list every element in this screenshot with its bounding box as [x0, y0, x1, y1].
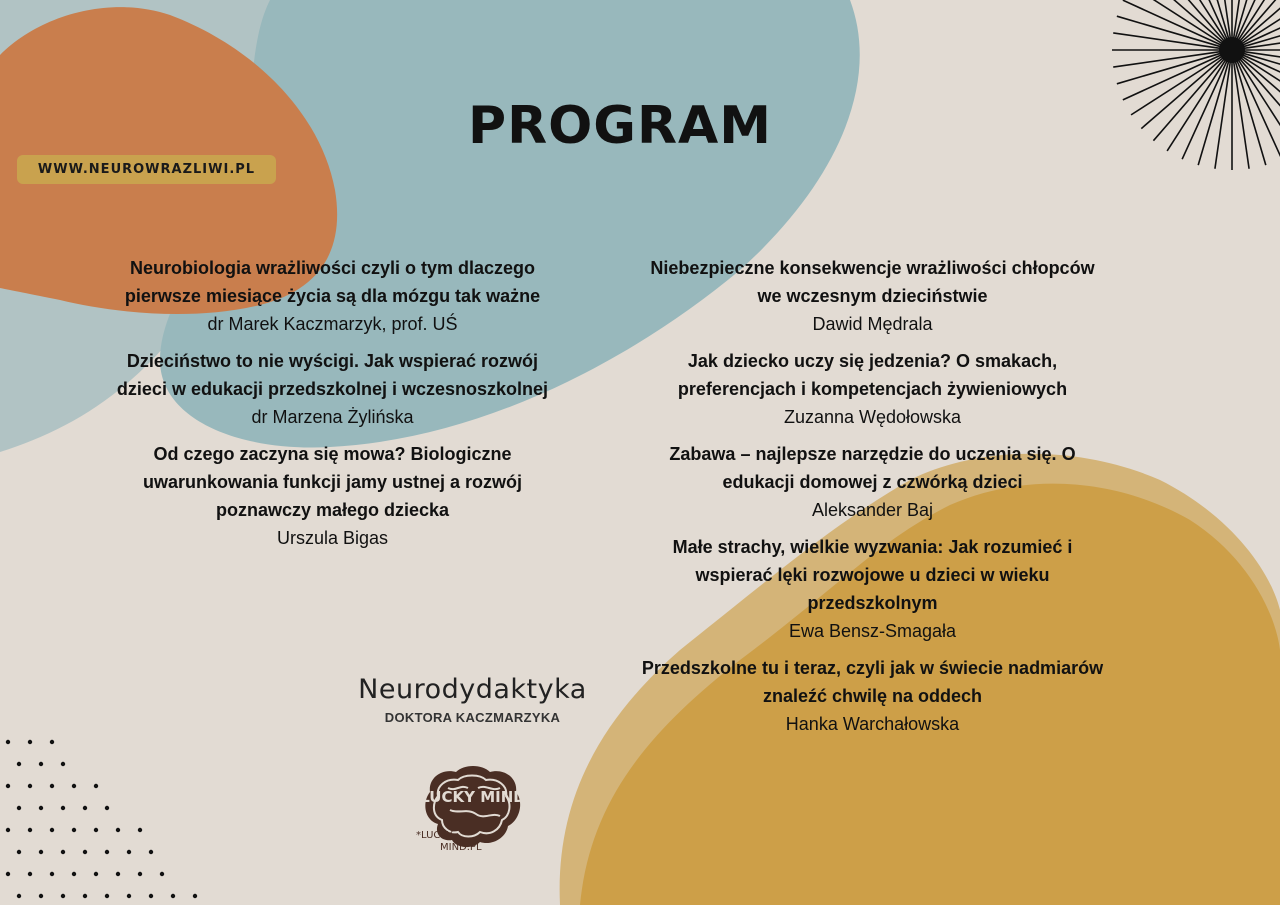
dot — [6, 828, 10, 832]
session-speaker: Urszula Bigas — [276, 528, 389, 548]
dot — [39, 894, 43, 898]
session-item — [640, 533, 1105, 645]
dot — [28, 740, 32, 744]
dot — [17, 850, 21, 854]
dot — [39, 762, 43, 766]
session-title: Od czego zaczyna się mowa? Biologiczne uwarunkowania funkcji jamy ustnej a rozwój poznawczy małego dziecka — [142, 444, 523, 520]
dot — [17, 894, 21, 898]
dot — [61, 850, 65, 854]
sunburst-ray — [1198, 56, 1230, 165]
dot — [61, 762, 65, 766]
session-title: Niebezpieczne konsekwencje wrażliwości chłopców we wczesnym dzieciństwie — [650, 258, 1095, 306]
session-title: Neurobiologia wrażliwości czyli o tym dlaczego pierwsze miesiące życia są dla mózgu tak ważne — [124, 258, 541, 306]
session-item — [640, 254, 1105, 338]
dot — [72, 872, 76, 876]
sunburst-center — [1219, 37, 1245, 63]
program-column-right — [640, 254, 1105, 747]
dot — [160, 872, 164, 876]
session-item — [640, 440, 1105, 524]
dot — [6, 872, 10, 876]
dot-pattern-icon — [0, 730, 230, 905]
logo-word: LUCKY MIND — [420, 788, 526, 806]
session-speaker: dr Marek Kaczmarzyk, prof. UŚ — [207, 314, 458, 334]
dot — [28, 784, 32, 788]
sunburst-ray — [1123, 0, 1227, 47]
dot — [17, 806, 21, 810]
dot — [28, 828, 32, 832]
dot — [105, 850, 109, 854]
sunburst-icon — [1110, 0, 1280, 185]
logo-caption-line-1: *LUCKY — [416, 830, 453, 841]
sunburst-ray — [1117, 16, 1226, 48]
page-title: PROGRAM — [467, 96, 773, 156]
program-column-left — [100, 254, 565, 561]
dot — [28, 872, 32, 876]
dot — [6, 740, 10, 744]
dot — [61, 806, 65, 810]
dot — [39, 806, 43, 810]
dot — [116, 872, 120, 876]
dot — [127, 894, 131, 898]
brand-name: Neurodydaktyka — [358, 674, 587, 705]
session-title: Zabawa – najlepsze narzędzie do uczenia się. O edukacji domowej z czwórką dzieci — [669, 444, 1076, 492]
lucky-mind-logo — [416, 762, 526, 872]
session-speaker: Zuzanna Wędołowska — [783, 407, 962, 427]
dot — [149, 850, 153, 854]
session-title: Jak dziecko uczy się jedzenia? O smakach, preferencjach i kompetencjach żywieniowych — [677, 351, 1068, 399]
session-item — [100, 440, 565, 552]
session-title: Małe strachy, wielkie wyzwania: Jak rozumieć i wspierać lęki rozwojowe u dzieci w wieku przedszkolnym — [672, 537, 1073, 613]
dot — [105, 806, 109, 810]
dot — [171, 894, 175, 898]
dot — [105, 894, 109, 898]
session-item — [100, 347, 565, 431]
dot — [193, 894, 197, 898]
dot — [94, 784, 98, 788]
neurodydaktyka-logo — [330, 672, 615, 728]
dot — [50, 828, 54, 832]
logo-caption — [416, 830, 486, 854]
session-item — [640, 347, 1105, 431]
session-speaker: Dawid Mędrala — [812, 314, 933, 334]
dot — [116, 828, 120, 832]
dot — [94, 828, 98, 832]
session-speaker: Hanka Warchałowska — [785, 714, 960, 734]
session-item — [100, 254, 565, 338]
session-title: Dzieciństwo to nie wyścigi. Jak wspierać rozwój dzieci w edukacji przedszkolnej i wczesnoszkolnej — [116, 351, 549, 399]
dot — [138, 828, 142, 832]
session-title: Przedszkolne tu i teraz, czyli jak w świecie nadmiarów znaleźć chwilę na oddech — [641, 658, 1104, 706]
brand-subtitle: DOKTORA KACZMARZYKA — [384, 710, 561, 725]
sunburst-ray — [1141, 54, 1227, 129]
dot — [50, 740, 54, 744]
dot — [83, 850, 87, 854]
dot — [61, 894, 65, 898]
sunburst-ray — [1123, 52, 1227, 99]
sunburst-ray — [1234, 56, 1266, 165]
dot — [50, 872, 54, 876]
session-speaker: Aleksander Baj — [811, 500, 934, 520]
dot — [72, 784, 76, 788]
dot — [39, 850, 43, 854]
dot — [83, 894, 87, 898]
session-item — [640, 654, 1105, 738]
sunburst-ray — [1182, 55, 1229, 159]
sunburst-ray — [1117, 52, 1226, 84]
website-url-badge[interactable]: WWW.NEUROWRAZLIWI.PL — [17, 155, 276, 184]
session-speaker: Ewa Bensz-Smagała — [788, 621, 957, 641]
dot — [149, 894, 153, 898]
dot — [83, 806, 87, 810]
dot — [72, 828, 76, 832]
logo-caption-line-2: MIND.PL — [440, 842, 482, 853]
dot — [6, 784, 10, 788]
dot — [50, 784, 54, 788]
dot — [17, 762, 21, 766]
dot — [127, 850, 131, 854]
sunburst-ray — [1153, 55, 1228, 141]
dot — [138, 872, 142, 876]
dot — [94, 872, 98, 876]
session-speaker: dr Marzena Żylińska — [251, 407, 414, 427]
